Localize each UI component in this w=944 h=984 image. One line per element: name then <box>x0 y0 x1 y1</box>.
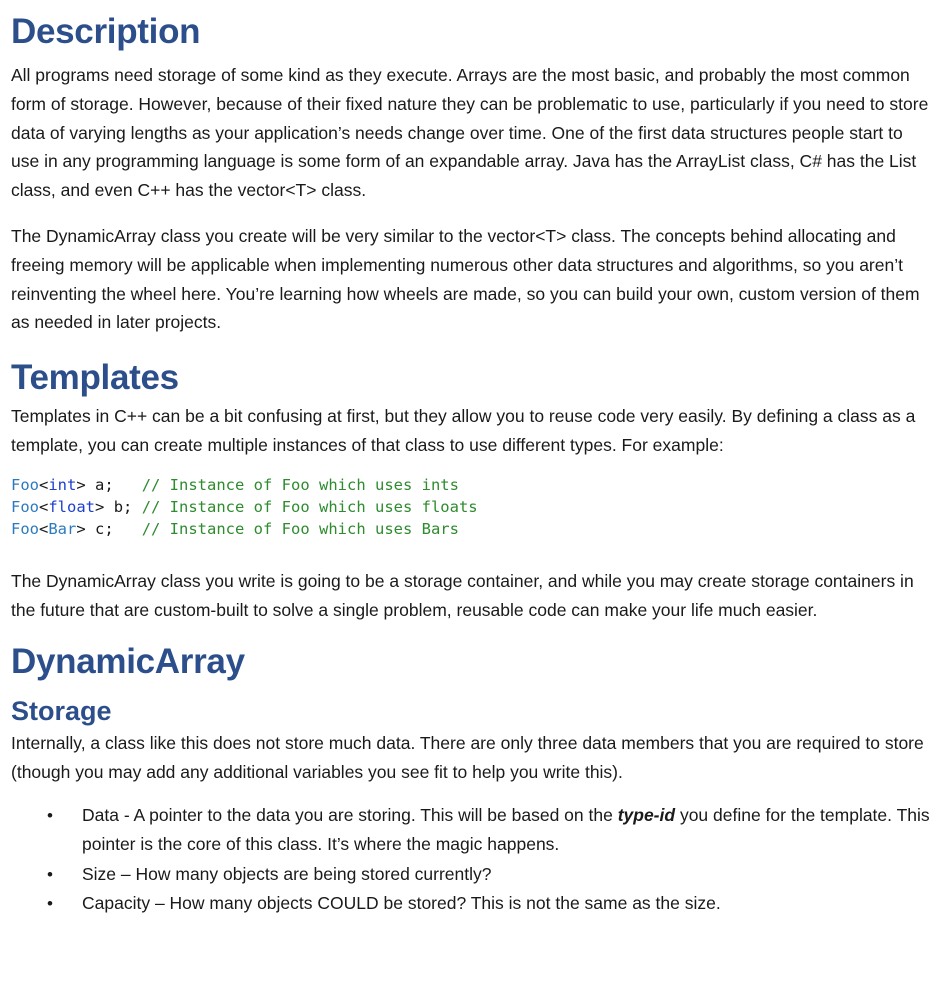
code-line-3 <box>11 518 933 540</box>
storage-bullet-list <box>11 801 933 919</box>
code-angle-open: < <box>39 519 49 538</box>
bullet-capacity-text: Capacity – How many objects COULD be stored? This is not the same as the size. <box>82 893 721 914</box>
code-comment: // Instance of Foo which uses ints <box>141 475 459 494</box>
description-paragraph-2: The DynamicArray class you create will be very similar to the vector<T> class. The concepts behind allocating and freeing memory will be applicable when implementing numerous other data structures and algorithms, so you aren’t reinventing the wheel here. You’re learning how wheels are made, so you can build your own, custom version of them as needed in later projects. <box>11 225 920 333</box>
code-angle-close: > <box>76 475 86 494</box>
bullet-data-text: Data - A pointer to the data you are storing. This will be based on the <box>82 804 618 825</box>
code-line-1 <box>11 474 933 496</box>
templates-paragraph-2: The DynamicArray class you write is going to be a storage container, and while you may create storage containers in the future that are custom-built to solve a single problem, reusable code can make your life much easier. <box>11 570 914 620</box>
code-example <box>11 474 933 540</box>
bullet-data-emphasis: type-id <box>617 804 676 825</box>
dynamicarray-heading: DynamicArray <box>11 642 245 682</box>
code-type-arg: Bar <box>48 519 77 538</box>
code-class-name: Foo <box>11 497 39 516</box>
code-variable: a; <box>85 475 142 494</box>
code-type-arg: int <box>48 475 77 494</box>
bullet-data <box>11 801 933 860</box>
code-angle-open: < <box>39 497 49 516</box>
storage-heading: Storage <box>11 696 112 727</box>
code-comment: // Instance of Foo which uses Bars <box>141 519 459 538</box>
code-comment: // Instance of Foo which uses floats <box>141 497 478 516</box>
code-angle-close: > <box>76 519 86 538</box>
storage-paragraph: Internally, a class like this does not store much data. There are only three data members that you are required to store (though you may add any additional variables you see fit to help you write this). <box>11 733 924 783</box>
code-angle-close: > <box>95 497 105 516</box>
code-line-2 <box>11 496 933 518</box>
code-variable: b; <box>104 497 142 516</box>
bullet-icon: • <box>47 864 53 884</box>
bullet-data-text-rest: you define for the template. This pointer is the core of this class. It’s where the magic happens. <box>82 804 930 855</box>
code-angle-open: < <box>39 475 49 494</box>
bullet-size-text: Size – How many objects are being stored currently? <box>82 863 492 884</box>
bullet-icon: • <box>47 805 53 825</box>
code-variable: c; <box>85 519 142 538</box>
code-type-arg: float <box>48 497 96 516</box>
templates-paragraph-1: Templates in C++ can be a bit confusing at first, but they allow you to reuse code very easily. By defining a class as a template, you can create multiple instances of that class to use different types. For example: <box>11 406 916 455</box>
description-heading: Description <box>11 12 201 51</box>
templates-heading: Templates <box>11 358 179 398</box>
bullet-size <box>11 860 933 890</box>
bullet-capacity <box>11 889 933 919</box>
code-class-name: Foo <box>11 519 39 538</box>
code-class-name: Foo <box>11 475 39 494</box>
description-paragraph-1: All programs need storage of some kind as they execute. Arrays are the most basic, and probably the most common form of storage. However, because of their fixed nature they can be problematic to use, particularly if you need to store data of varying lengths as your application’s needs change over time. One of the first data structures people start to use in any programming language is some form of an expandable array. Java has the ArrayList class, C# has the List class, and even C++ has the vector<T> class. <box>11 65 929 201</box>
document-page <box>11 0 933 919</box>
bullet-icon: • <box>47 894 53 914</box>
